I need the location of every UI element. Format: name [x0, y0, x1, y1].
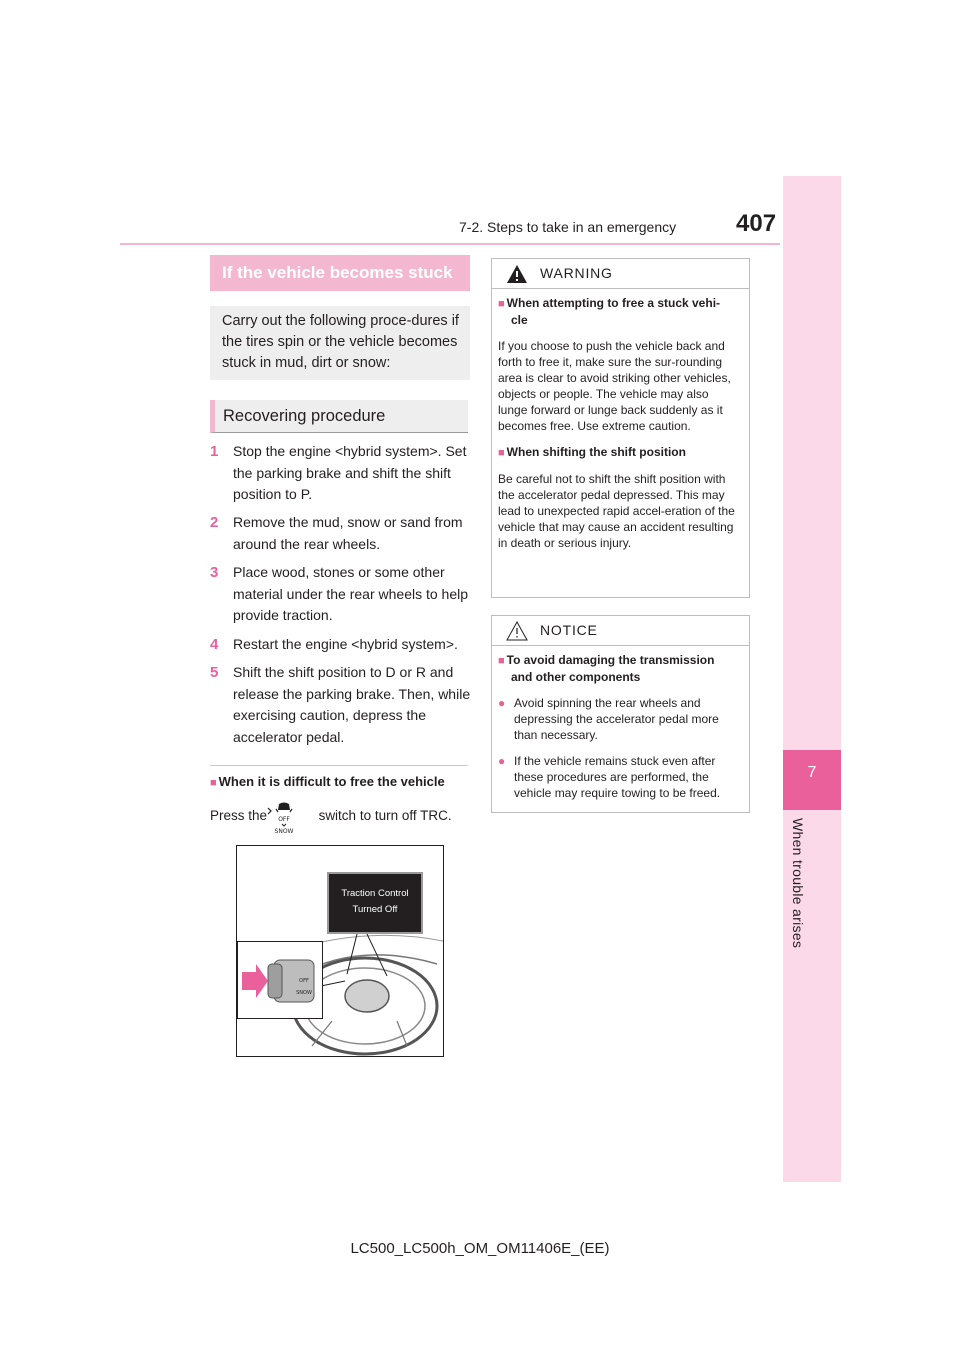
square-bullet-icon: ■ — [498, 298, 505, 310]
switch-callout — [237, 941, 323, 1019]
step-item — [210, 441, 472, 506]
warning-subheading-text: When shifting the shift position — [506, 445, 686, 459]
notice-title: NOTICE — [540, 622, 598, 638]
step-number: 2 — [210, 514, 219, 531]
press-after: switch to turn off TRC. — [318, 808, 452, 823]
traction-control-illustration — [236, 845, 444, 1057]
notice-bullet-text: If the vehicle remains stuck even after these procedures are performed, the vehicle may require towing to be freed. — [514, 754, 721, 800]
step-text: Place wood, stones or some other material under the rear wheels to help provide traction. — [233, 564, 469, 623]
snow-icon-snow-label: SNOW — [274, 828, 294, 835]
notice-bullet-text: Avoid spinning the rear wheels and depressing the accelerator pedal more than necessary. — [514, 696, 719, 742]
intro-text: Carry out the following proce-dures if the tires spin or the vehicle becomes stuck in mud, dirt or snow: — [222, 313, 459, 371]
snow-icon-off-label: OFF — [278, 816, 290, 823]
display-message-line2: Turned Off — [352, 904, 398, 915]
header-rule — [120, 243, 780, 245]
notice-header — [492, 616, 749, 646]
warning-subheading — [498, 295, 736, 328]
warning-paragraph: If you choose to push the vehicle back and forth to free it, make sure the sur-rounding area is clear to avoid striking other vehicles, objects or people. The vehicle may also lunge forward or lunge back suddenly as it becomes free. Use extreme caution. — [498, 339, 731, 433]
step-text: Shift the shift position to D or R and release the parking brake. Then, while exercising caution, depress the accelerator pedal. — [233, 664, 471, 745]
notice-bullet — [498, 695, 736, 743]
procedure-heading: Recovering procedure — [210, 400, 468, 433]
display-message-line1: Traction Control — [341, 888, 409, 899]
stuck-heading: If the vehicle becomes stuck — [210, 255, 470, 291]
difficult-heading — [210, 774, 445, 789]
step-text: Stop the engine <hybrid system>. Set the parking brake and shift the shift position to P. — [233, 443, 467, 502]
notice-subheading-text: To avoid damaging the transmission and other components — [506, 653, 715, 684]
warning-box — [491, 258, 750, 598]
warning-title: WARNING — [540, 265, 613, 281]
trc-snow-switch-icon — [266, 800, 302, 836]
press-instruction — [210, 808, 452, 823]
chapter-side-tab[interactable] — [783, 176, 841, 1182]
chapter-number: 7 — [807, 764, 817, 781]
step-number: 1 — [210, 443, 219, 460]
bullet-dot-icon: ● — [498, 754, 506, 768]
bullet-dot-icon: ● — [498, 696, 506, 710]
warning-paragraph: Be careful not to shift the shift position with the accelerator pedal depressed. This may lead to unexpected rapid accel-eration of the vehicle that may cause an accident resulting in death or serious injury. — [498, 472, 735, 550]
step-number: 4 — [210, 636, 219, 653]
page-number: 407 — [736, 210, 777, 237]
notice-subheading — [498, 652, 736, 685]
document-code: LC500_LC500h_OM_OM11406E_(EE) — [350, 1240, 610, 1257]
step-item — [210, 562, 472, 627]
step-text: Restart the engine <hybrid system>. — [233, 636, 458, 652]
callout-off-label: OFF — [299, 978, 309, 984]
step-item — [210, 662, 472, 748]
section-title: 7-2. Steps to take in an emergency — [459, 219, 677, 235]
warning-header — [492, 259, 749, 289]
press-before: Press the — [210, 808, 268, 823]
square-bullet-icon: ■ — [210, 777, 217, 789]
notice-bullet — [498, 753, 736, 801]
multi-info-display — [327, 872, 423, 934]
warning-subheading — [498, 444, 736, 461]
step-number: 3 — [210, 564, 219, 581]
chapter-title: When trouble arises — [790, 818, 806, 949]
square-bullet-icon: ■ — [498, 447, 505, 459]
step-item — [210, 634, 472, 656]
warning-body — [498, 295, 736, 561]
caution-triangle-icon — [506, 621, 528, 641]
warning-triangle-icon — [506, 264, 528, 284]
notice-body — [498, 652, 736, 811]
step-text: Remove the mud, snow or sand from around the rear wheels. — [233, 514, 463, 552]
notice-box — [491, 615, 750, 813]
callout-snow-label: SNOW — [296, 990, 312, 996]
step-number: 5 — [210, 664, 219, 681]
square-bullet-icon: ■ — [498, 655, 505, 667]
step-item — [210, 512, 472, 555]
section-divider — [210, 765, 468, 766]
difficult-heading-text: When it is difficult to free the vehicle — [218, 774, 445, 789]
warning-subheading-text: When attempting to free a stuck vehi-cle — [506, 296, 721, 327]
intro-box — [210, 306, 470, 380]
